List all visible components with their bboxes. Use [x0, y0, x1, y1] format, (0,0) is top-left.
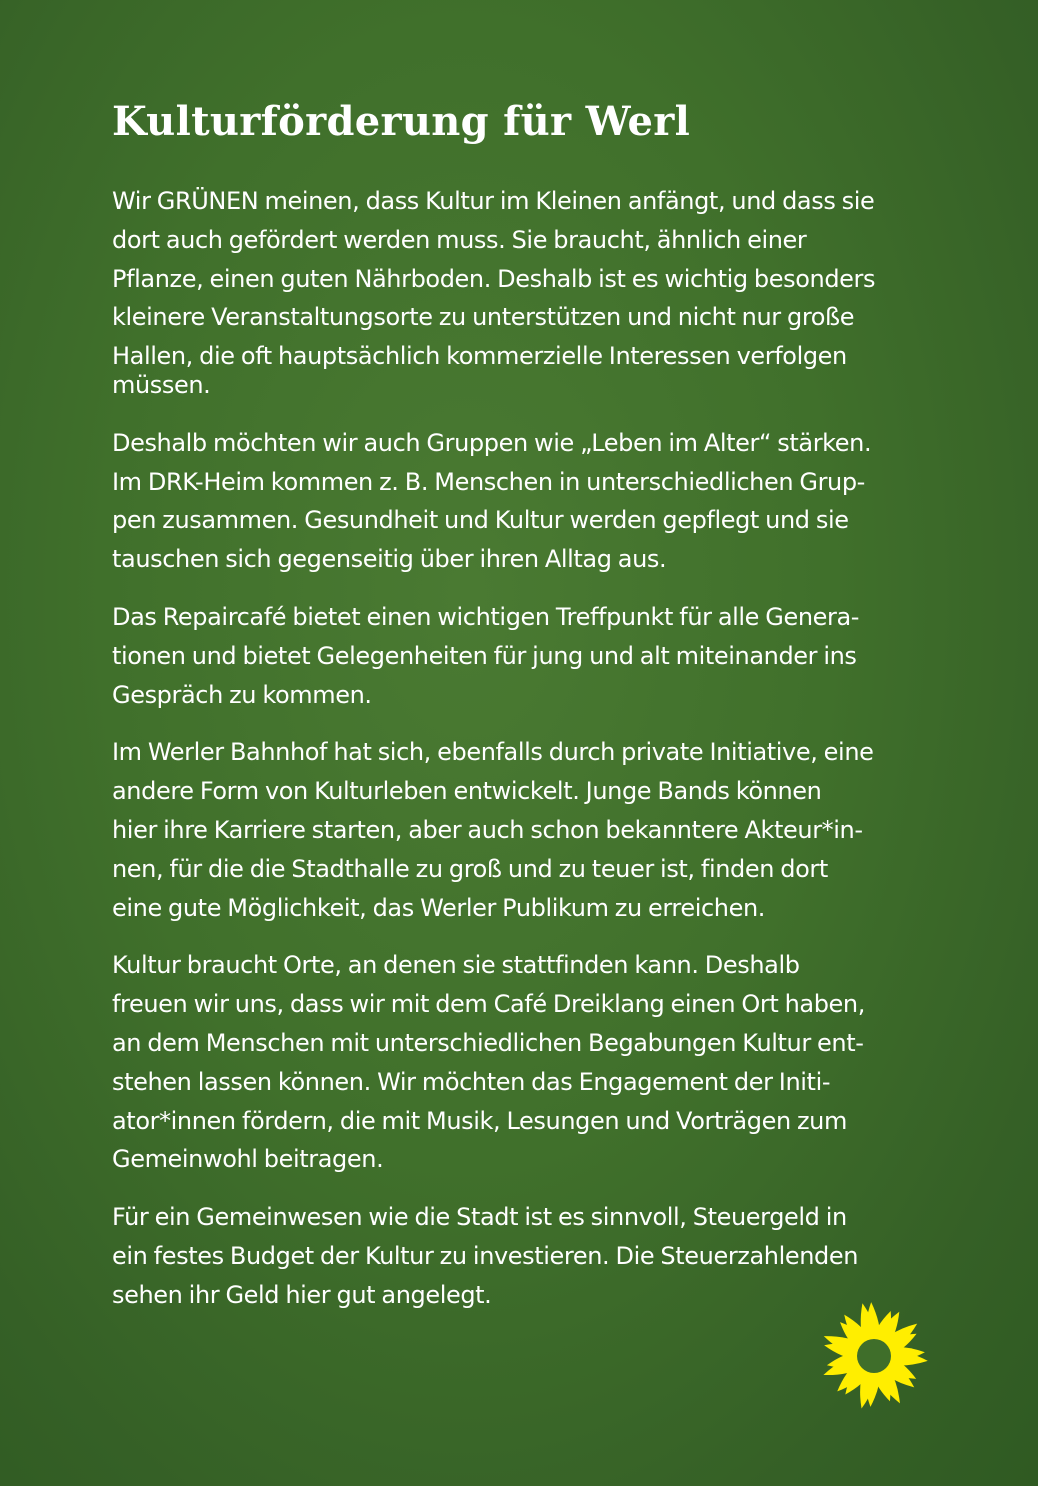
- text-line: hier ihre Karriere starten, aber auch schon bekanntere Akteur*in-: [112, 815, 863, 844]
- text-line: ator*innen fördern, die mit Musik, Lesungen und Vorträgen zum: [112, 1106, 847, 1135]
- page-title: Kulturförderung für Werl: [112, 98, 691, 145]
- text-line: freuen wir uns, dass wir mit dem Café Dreiklang einen Ort haben,: [112, 990, 865, 1019]
- document-body: [112, 96, 942, 1334]
- text-line: Im DRK-Heim kommen z. B. Menschen in unterschiedlichen Grup-: [112, 467, 865, 496]
- text-line: stehen lassen können. Wir möchten das Engagement der Initi-: [112, 1067, 831, 1096]
- text-line: an dem Menschen mit unterschiedlichen Begabungen Kultur ent-: [112, 1028, 864, 1057]
- text-line: Wir GRÜNEN meinen, dass Kultur im Kleinen anfängt, und dass sie: [112, 187, 875, 215]
- text-line: eine gute Möglichkeit, das Werler Publikum zu erreichen.: [112, 893, 766, 922]
- text-line: ein festes Budget der Kultur zu investieren. Die Steuerzahlenden: [112, 1241, 859, 1270]
- text-line: Für ein Gemeinwesen wie die Stadt ist es sinnvoll, Steuergeld in: [112, 1203, 847, 1232]
- text-line: Deshalb möchten wir auch Gruppen wie „Leben im Alter“ stärken.: [112, 428, 872, 457]
- text-line: Hallen, die oft hauptsächlich kommerzielle Interessen verfolgen: [112, 342, 847, 371]
- sunflower-icon: [818, 1297, 930, 1415]
- text-line: andere Form von Kulturleben entwickelt. Junge Bands können: [112, 777, 822, 806]
- paragraph-bahnhof: [112, 733, 942, 927]
- text-line: tionen und bietet Gelegenheiten für jung und alt miteinander ins: [112, 641, 857, 670]
- text-line: Im Werler Bahnhof hat sich, ebenfalls durch private Initiative, eine: [112, 738, 874, 767]
- paragraph-leben-im-alter: [112, 424, 942, 579]
- paragraph-intro: [112, 182, 942, 405]
- text-line: sehen ihr Geld hier gut angelegt.: [112, 1280, 492, 1309]
- paragraph-repaircafe: [112, 598, 942, 714]
- text-line: nen, für die die Stadthalle zu groß und zu teuer ist, finden dort: [112, 854, 828, 883]
- text-line: kleinere Veranstaltungsorte zu unterstützen und nicht nur große: [112, 303, 855, 332]
- text-line: tauschen sich gegenseitig über ihren Alltag aus.: [112, 545, 667, 574]
- text-line: Gespräch zu kommen.: [112, 680, 372, 709]
- text-line: pen zusammen. Gesundheit und Kultur werden gepflegt und sie: [112, 506, 849, 535]
- text-line: Das Repaircafé bietet einen wichtigen Treffpunkt für alle Genera-: [112, 602, 860, 631]
- text-line: Gemeinwohl beitragen.: [112, 1145, 384, 1174]
- paragraph-cafe-dreiklang: [112, 946, 942, 1179]
- text-line: dort auch gefördert werden muss. Sie braucht, ähnlich einer: [112, 225, 807, 254]
- text-line: Kultur braucht Orte, an denen sie stattfinden kann. Deshalb: [112, 951, 800, 980]
- text-line: Pflanze, einen guten Nährboden. Deshalb ist es wichtig besonders: [112, 264, 876, 293]
- text-line: müssen.: [112, 370, 211, 399]
